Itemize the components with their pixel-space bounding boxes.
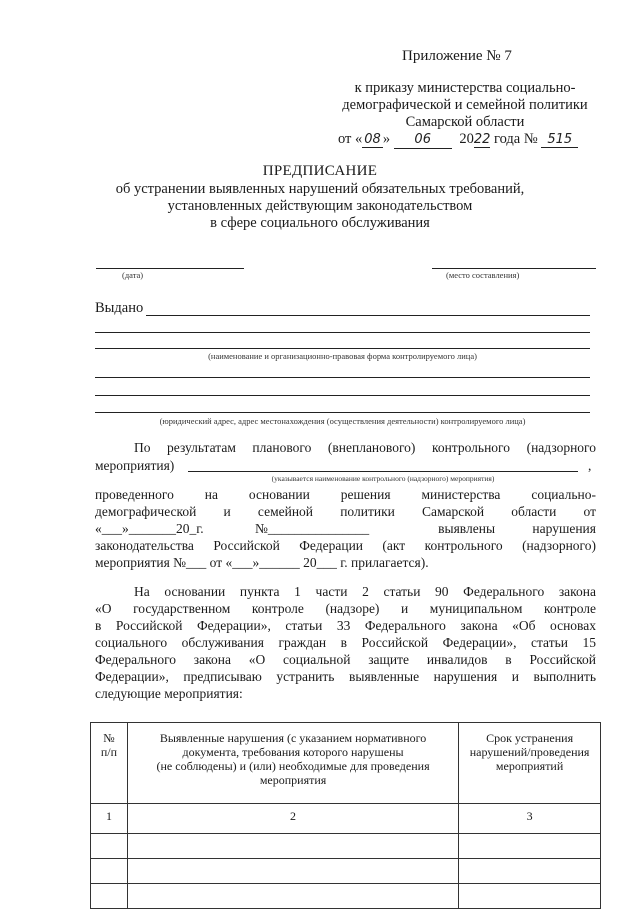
paragraph-1-line-1: По результатам планового (внепланового) контрольного (надзорного — [134, 440, 596, 455]
document-title — [0, 163, 640, 232]
date-prefix: от « — [338, 131, 363, 147]
date-day-handwritten: 08 — [364, 132, 381, 147]
table-number-row — [91, 804, 601, 834]
paragraph-1-line-5 — [95, 521, 596, 537]
issued-field-line-1[interactable] — [146, 315, 590, 316]
table-cell[interactable] — [459, 834, 601, 859]
header-violations-line-1: Выявленные нарушения (с указанием нормативного — [159, 731, 427, 745]
event-caption: (указывается наименование контрольного (надзорного) мероприятия) — [271, 474, 495, 483]
table-row — [91, 859, 601, 884]
table-cell[interactable] — [127, 859, 458, 884]
table-header-row — [91, 723, 601, 804]
title-sub-3: в сфере социального обслуживания — [210, 215, 430, 231]
header-deadline-line-1: Срок устранения — [486, 731, 574, 745]
address-caption: (юридический адрес, адрес местонахождения (осуществления деятельности) контролируемого лица) — [159, 416, 526, 426]
title-sub-2: установленных действующим законодательством — [167, 198, 473, 214]
date-field-line[interactable] — [96, 268, 244, 269]
header-deadline — [459, 723, 601, 804]
date-mid: » — [382, 131, 391, 147]
date-caption: (дата) — [122, 270, 144, 280]
header-deadline-line-2: нарушений/проведения — [469, 745, 590, 759]
paragraph-1-line-6: законодательства Российской Федерации (акт контрольного (надзорного) — [95, 538, 596, 553]
paragraph-2-line-7: следующие мероприятия: — [95, 686, 243, 701]
column-number-1: 1 — [91, 804, 128, 834]
event-name-field-line[interactable] — [188, 471, 578, 472]
place-field-line[interactable] — [432, 268, 596, 269]
order-date-line — [338, 131, 578, 149]
header-violations-line-4: мероприятия — [259, 773, 327, 787]
paragraph-2-line-6: Федерации», предписываю устранить выявленные нарушения и выполнить — [95, 669, 596, 684]
paragraph-2-line-1: На основании пункта 1 части 2 статьи 90 Федерального закона — [134, 584, 596, 599]
header-violations — [127, 723, 458, 804]
order-line-1: к приказу министерства социально- — [354, 80, 576, 96]
header-number-line-2: п/п — [100, 745, 118, 759]
address-field-line-3[interactable] — [95, 412, 590, 413]
decision-number: №_______________ — [255, 521, 370, 536]
address-field-line-2[interactable] — [95, 395, 590, 396]
entity-caption: (наименование и организационно-правовая форма контролируемого лица) — [208, 351, 477, 361]
date-year-handwritten: 22 — [473, 132, 491, 147]
appendix-label: Приложение № 7 — [402, 48, 512, 64]
paragraph-2-line-3: в Российской Федерации», статьи 33 Федерального закона «Об основах — [95, 618, 596, 633]
column-number-3: 3 — [459, 804, 601, 834]
header-number — [91, 723, 128, 804]
date-year-prefix: 20 — [459, 131, 474, 147]
paragraph-1-line-3: проведенного на основании решения министерства социально- — [95, 487, 596, 502]
date-month-handwritten: 06 — [394, 131, 452, 149]
paragraph-2-line-4: социального обслуживания граждан в Российской Федерации», статьи 15 — [95, 635, 596, 650]
table-cell[interactable] — [459, 859, 601, 884]
order-line-3: Самарской области — [405, 114, 525, 130]
address-field-line-1[interactable] — [95, 377, 590, 378]
table-cell[interactable] — [91, 859, 128, 884]
paragraph-2-line-5: Федерального закона «О социальной защите инвалидов в Российской — [95, 652, 596, 667]
issued-field-line-2[interactable] — [95, 332, 590, 333]
header-deadline-line-3: мероприятий — [495, 759, 564, 773]
order-number-handwritten: 515 — [541, 132, 578, 148]
title-main: ПРЕДПИСАНИЕ — [262, 163, 378, 179]
column-number-2: 2 — [127, 804, 458, 834]
issued-field-line-3[interactable] — [95, 348, 590, 349]
event-name-comma: , — [588, 458, 592, 473]
measures-table — [90, 722, 601, 909]
issued-label: Выдано — [95, 300, 144, 316]
title-sub-1: об устранении выявленных нарушений обязательных требований, — [115, 181, 525, 197]
header-violations-line-2: документа, требования которого нарушены — [182, 745, 404, 759]
table-cell[interactable] — [91, 834, 128, 859]
violations-found: выявлены нарушения — [438, 521, 596, 536]
event-label: мероприятия) — [95, 458, 175, 473]
header-number-line-1: № — [103, 731, 115, 745]
order-line-2: демографической и семейной политики — [342, 97, 588, 113]
decision-date: «___»_______20_г. — [95, 521, 204, 536]
table-cell[interactable] — [127, 834, 458, 859]
place-caption: (место составления) — [446, 270, 520, 280]
paragraph-2-line-2: «О государственном контроле (надзоре) и муниципальном контроле — [95, 601, 596, 616]
order-reference — [320, 80, 610, 131]
paragraph-1-line-4: демографической и семейной политики Самарской области от — [95, 504, 596, 519]
paragraph-1-line-7: мероприятия №___ от «___»______ 20___ г. прилагается). — [95, 555, 429, 570]
date-suffix: года № — [490, 131, 538, 147]
header-violations-line-3: (не соблюдены) и (или) необходимые для проведения — [156, 759, 430, 773]
table-row — [91, 834, 601, 859]
